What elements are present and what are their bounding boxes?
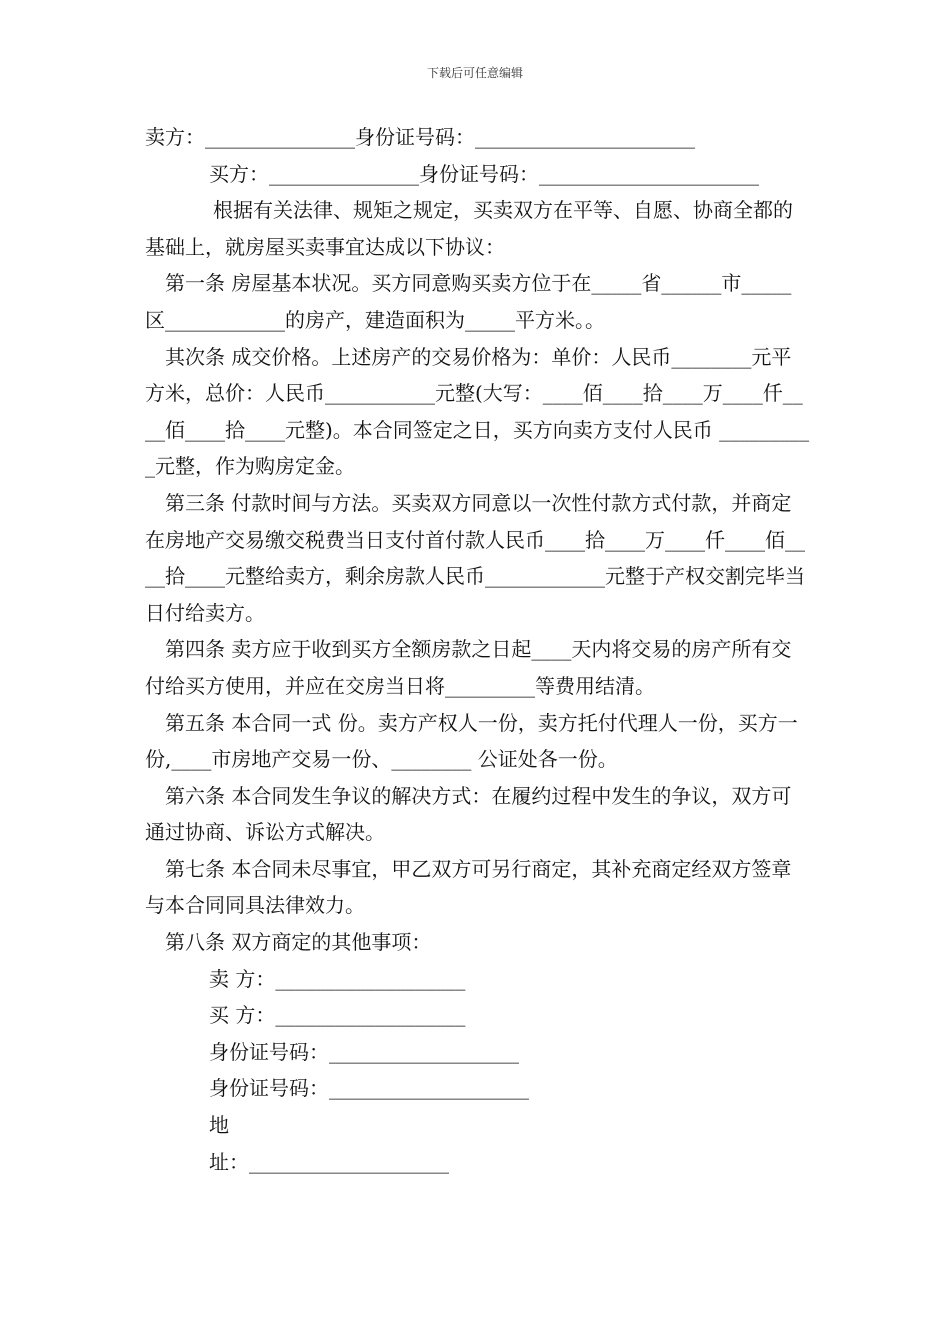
sign-id-1: 身份证号码：___________________ bbox=[209, 1039, 519, 1064]
sign-address-line: 址：____________________ bbox=[209, 1149, 449, 1174]
article-7: 第七条 本合同未尽事宜，甲乙双方可另行商定，其补充商定经双方签章与本合同同具法律效力。 bbox=[145, 856, 792, 918]
article-2: 其次条 成交价格。上述房产的交易价格为：单价：人民币________元平方米，总价：人民币___________元整(大写：____佰____拾____万____仟____佰____拾____元整)。本合同签定之日，买方向卖方支付人民币 __________元整，作为购房定金。 bbox=[145, 344, 810, 479]
seller-id-line: 卖方：_______________身份证号码：______________________ bbox=[145, 125, 695, 149]
article-1: 第一条 房屋基本状况。买方同意购买卖方位于在_____省______市_____区____________的房产，建造面积为_____平方米。。 bbox=[145, 271, 792, 332]
article-8: 第八条 双方商定的其他事项： bbox=[165, 930, 432, 955]
sign-buyer: 买 方：___________________ bbox=[209, 1003, 466, 1028]
article-5: 第五条 本合同一式 份。卖方产权人一份，卖方托付代理人一份，买方一份,____市房地产交易一份、________ 公证处各一份。 bbox=[145, 710, 798, 772]
sign-seller: 卖 方：___________________ bbox=[209, 966, 466, 991]
sign-id-2: 身份证号码：____________________ bbox=[209, 1076, 529, 1101]
sign-address-label: 地 bbox=[209, 1113, 229, 1138]
article-3: 第三条 付款时间与方法。买卖双方同意以一次性付款方式付款，并商定在房地产交易缴交税费当日支付首付款人民币____拾____万____仟____佰____拾____元整给卖方，剩余房款人民币____________元整于产权交割完毕当日付给卖方。 bbox=[145, 490, 805, 625]
preamble-paragraph: 根据有关法律、规矩之规定，买卖双方在平等、自愿、协商全都的基础上，就房屋买卖事宜达成以下协议： bbox=[145, 198, 793, 259]
buyer-id-line: 买方：_______________身份证号码：______________________ bbox=[209, 161, 759, 186]
page-header-note: 下载后可任意编辑 bbox=[426, 66, 523, 80]
contract-body bbox=[145, 119, 810, 1180]
article-6: 第六条 本合同发生争议的解决方式：在履约过程中发生的争议，双方可通过协商、诉讼方式解决。 bbox=[145, 783, 792, 845]
article-4: 第四条 卖方应于收到买方全额房款之日起____天内将交易的房产所有交付给买方使用，并应在交房当日将_________等费用结清。 bbox=[145, 637, 792, 698]
